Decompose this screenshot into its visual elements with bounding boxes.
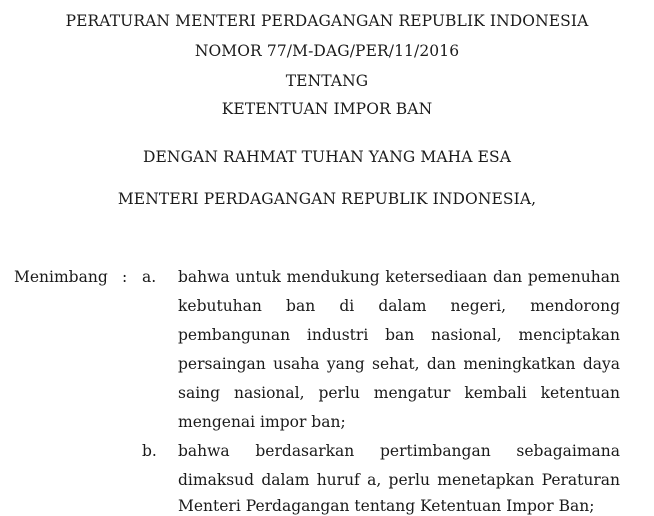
item-a-line: bahwa untuk mendukung ketersediaan dan pemenuhan — [178, 268, 620, 286]
item-a-line: kebutuhan ban di dalam negeri, mendorong — [178, 297, 620, 315]
item-a-line: persaingan usaha yang sehat, dan meningkatkan daya — [178, 355, 620, 373]
menimbang-label: Menimbang — [14, 268, 108, 286]
item-a-marker: a. — [142, 268, 157, 286]
item-b-line: bahwa berdasarkan pertimbangan sebagaimana — [178, 442, 620, 460]
item-a-line: mengenai impor ban; — [178, 413, 346, 431]
issuer: MENTERI PERDAGANGAN REPUBLIK INDONESIA, — [117, 190, 537, 208]
regulation-about: TENTANG — [285, 72, 369, 90]
item-b-line: Menteri Perdagangan tentang Ketentuan Impor Ban; — [178, 497, 595, 515]
invocation: DENGAN RAHMAT TUHAN YANG MAHA ESA — [142, 148, 512, 166]
regulation-subject: KETENTUAN IMPOR BAN — [221, 100, 433, 118]
regulation-title: PERATURAN MENTERI PERDAGANGAN REPUBLIK INDONESIA — [65, 12, 589, 30]
menimbang-colon: : — [122, 268, 128, 286]
item-b-line: dimaksud dalam huruf a, perlu menetapkan Peraturan — [178, 471, 620, 489]
item-a-line: saing nasional, perlu mengatur kembali ketentuan — [178, 384, 620, 402]
item-b-marker: b. — [142, 442, 157, 460]
regulation-number: NOMOR 77/M-DAG/PER/11/2016 — [194, 42, 460, 60]
item-a-line: pembangunan industri ban nasional, menciptakan — [178, 326, 620, 344]
